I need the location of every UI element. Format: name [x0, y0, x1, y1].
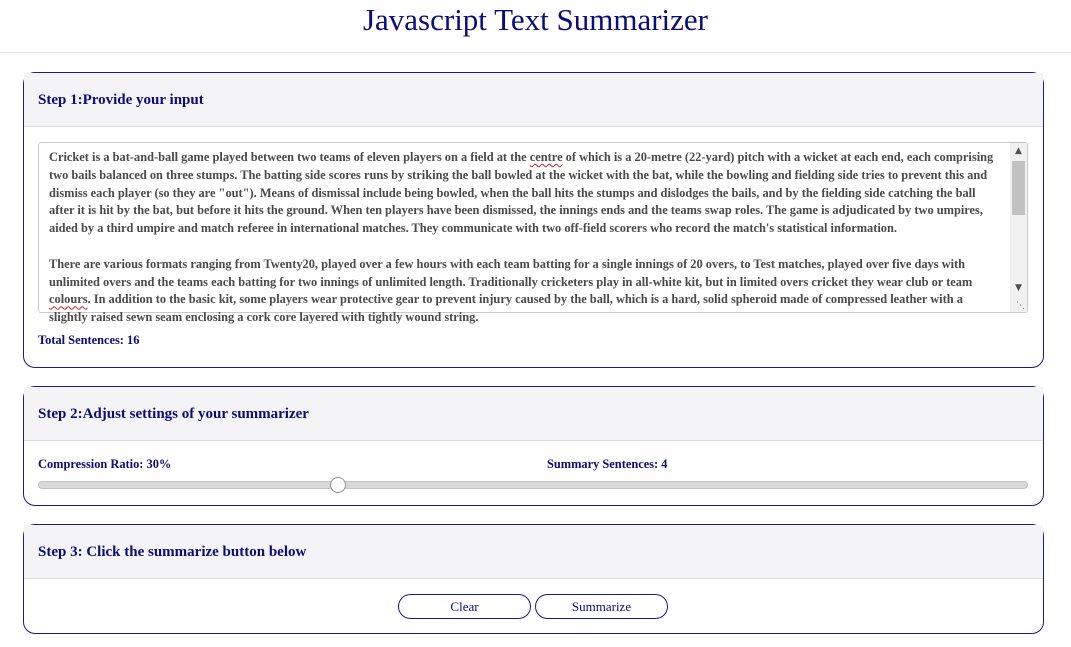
- page-header: [0, 0, 1071, 53]
- spellcheck-word: colours: [49, 292, 88, 307]
- textarea-scrollbar[interactable]: [1010, 143, 1027, 312]
- input-card: [23, 72, 1044, 368]
- settings-card-header: Step 2:Adjust settings of your summarizer: [24, 387, 1043, 441]
- page-title: Javascript Text Summarizer: [362, 2, 709, 37]
- settings-card: [23, 386, 1044, 506]
- scroll-thumb[interactable]: [1012, 161, 1025, 215]
- total-sentences: Total Sentences: 16: [38, 333, 140, 347]
- spellcheck-word: centre: [529, 150, 563, 164]
- compression-slider-thumb[interactable]: [330, 477, 346, 493]
- input-paragraph-1: Cricket is a bat-and-ball game played between two teams of eleven players on a field at the centre of which is a 20-metre (22-yard) pitch with a wicket at each end, each comprising two bails balanced on three stumps. The batting side scores runs by striking the ball bowled at the wicket with the bat, while the bowling and fielding side tries to prevent this and dismiss each player (so they are "out"). Means of dismissal include being bowled, when the ball hits the stumps and dislodges the bails, and by the fielding side catching the ball after it is hit by the bat, but before it hits the ground. When ten players have been dismissed, the innings ends and the teams swap roles. The game is adjudicated by two umpires, aided by a third umpire and match referee in international matches. They communicate with two off-field scorers who record the match's statistical information.: [49, 150, 994, 236]
- input-card-header: Step 1:Provide your input: [24, 73, 1043, 127]
- action-card-header: Step 3: Click the summarize button below: [24, 525, 1043, 579]
- scroll-down-icon[interactable]: ▼: [1015, 283, 1022, 293]
- summarize-button[interactable]: Summarize: [535, 594, 668, 619]
- input-paragraph-2: There are various formats ranging from Twenty20, played over a few hours with each team batting for a single innings of 20 overs, to Test matches, played over five days with unlimited overs and the teams each batting for two innings of unlimited length. Traditionally cricketers play in all-white kit, but in limited overs cricket they wear club or team colours. In addition to the basic kit, some players wear protective gear to prevent injury caused by the ball, which is a hard, solid spheroid made of compressed leather with a slightly raised sewn seam enclosing a cork core layered with tightly wound string.: [49, 256, 973, 325]
- resize-grip-icon[interactable]: ⋱: [1016, 301, 1025, 311]
- scroll-up-icon[interactable]: ▲: [1015, 146, 1022, 156]
- clear-button[interactable]: Clear: [398, 594, 531, 619]
- compression-ratio-label: Compression Ratio: 30%: [38, 457, 172, 471]
- compression-slider-track[interactable]: [38, 481, 1028, 489]
- summary-sentences-label: Summary Sentences: 4: [547, 457, 668, 471]
- input-textarea[interactable]: [38, 142, 1028, 325]
- input-text-content: [49, 149, 1003, 345]
- action-card: [23, 524, 1044, 634]
